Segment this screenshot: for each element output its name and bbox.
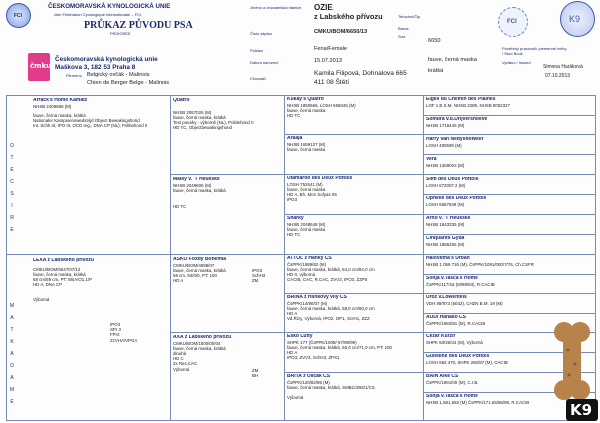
h7-name: BAIN Alke CS — [426, 374, 459, 379]
dog-name-line2: z Labského přívozu — [314, 12, 383, 21]
mother-line-7: FPr2 — [110, 332, 120, 338]
g2-name: Sombra v.d.Drijvershoeve — [426, 117, 488, 122]
color-label: Barva — [398, 26, 409, 31]
side-label-father-1: T — [10, 155, 14, 161]
g8-cell — [426, 236, 554, 253]
mfm-reg: ČsPPK/14/90/07 (M) — [287, 300, 328, 306]
address-line1: Českomoravská kynologická unie — [55, 56, 158, 63]
ff-line-1: Test povahy - výborně (NL), Politiehond II — [173, 120, 254, 125]
side-label-mother-6: A — [10, 375, 14, 381]
fm-line-0: fauve, černá maska, krátká — [173, 187, 226, 193]
breed-cz: Belgický ovčák - Malinois — [87, 72, 150, 78]
fmf-line-2: IPO3 — [287, 197, 298, 203]
birth-label: Datum narození — [250, 60, 279, 65]
ffm-reg: NHSB 1659127 (M) — [287, 141, 326, 147]
mff-cell — [287, 256, 421, 292]
mmf-cell — [287, 334, 421, 371]
mother-line-4: Výborná — [33, 297, 50, 303]
g2-cell — [426, 117, 554, 134]
ffm-name: Araaja — [287, 136, 303, 141]
mff-line-1: HD 0, výborná — [287, 272, 316, 277]
dog-name-line1: OZIE — [314, 3, 333, 12]
fmm-line-0: fauve, černá maska — [287, 226, 326, 232]
fmm-line-1: HD TC — [287, 232, 301, 237]
side-label-mother-3: K — [10, 339, 14, 345]
h4-name: AUDI Hanako CS — [426, 315, 467, 320]
fm-name: Maiky v. 'T Heukske — [173, 177, 220, 182]
coat-value: krátká — [428, 68, 444, 74]
fmf-line-0: fauve, černá maska — [287, 186, 326, 192]
mm-line-4: Výborná — [173, 366, 190, 372]
side-label-father-3: C — [10, 179, 14, 185]
mff-line-0: fauve, černá maska, krátká, 64,0 cm/84,0 cm — [287, 266, 375, 272]
mother-line-5: IPO3 — [110, 322, 121, 327]
g1-cell — [426, 97, 554, 115]
mm-line-2: HD C — [173, 356, 184, 362]
g6-name: Ophelie des Deux Pottois — [426, 196, 487, 201]
mmm-cell — [287, 374, 421, 419]
g6-reg: LOSH 6557848 (M) — [426, 201, 465, 207]
cmku-logo-icon: čmku — [28, 53, 50, 81]
g7-cell — [426, 216, 554, 233]
tattoo-value: 6650 — [428, 38, 441, 44]
g3-name: Harry van Nedyshofwolf — [426, 137, 484, 142]
fci-badge-icon: FCI — [498, 7, 528, 37]
doc-subtitle: PEDIGREE — [110, 31, 131, 36]
fff-cell — [287, 97, 421, 133]
fff-line-0: fauve, černá maska — [287, 107, 326, 113]
mm-line-3: 2x Res.CAC — [173, 361, 198, 367]
mm-line-6: BH — [252, 373, 259, 379]
fff-name: Kukay's Quatro — [287, 97, 324, 102]
h2-reg: ČsPPK/117/16 (M/89/93), R.CACIB — [426, 281, 495, 287]
sex-value: Fena/Female — [314, 46, 347, 52]
h6-name: Guiebine des Deux Pottois — [426, 354, 490, 359]
fmf-reg: LOSH 752641 (M) — [287, 181, 323, 187]
breeder-line1: Kamila Filipová, Dohnalova 665 — [314, 70, 407, 77]
g8-name: Cinquants Gyba — [426, 236, 465, 241]
tattoo-label: Tetování/Čip — [398, 14, 421, 19]
issue-date-label: Vydáno / Issued — [502, 60, 531, 65]
side-label-father-7: E — [10, 227, 14, 233]
side-label-mother-0: M — [9, 303, 15, 309]
mmm-line-0: fauve, černá maska, krátká, SMB1/3/65/1/CS — [287, 384, 375, 390]
h5-reg: SHPK 60/36/34 (M), Výborná — [426, 339, 483, 345]
breeder-line2: 411 08 Štětí — [314, 79, 350, 86]
mf-line-2: HD A — [173, 278, 184, 284]
fmf-line-1: HD A, Bh, Mon Sofyas 05 — [287, 192, 337, 197]
h1-reg: NHSB 1 059 726 (M), ČsPPK/1091/000/7/76, Ch.CSFR — [426, 261, 534, 267]
mother-line-0: fauve, černá maska, krátká — [33, 271, 86, 277]
h5-cell — [426, 334, 554, 351]
side-label-mother-2: T — [10, 327, 14, 333]
mff-line-2: CACIB, CAC, R.CAC, ZVV3, IPO3, ZZP5 — [287, 277, 368, 283]
mother-titles — [110, 322, 165, 352]
doc-title: PRŮKAZ PŮVODU PSA — [84, 20, 193, 31]
org-line1: ČESKOMORAVSKÁ KYNOLOGICKÁ UNIE — [48, 3, 171, 10]
ff-line-0: fauve, černá maska, krátká — [173, 114, 226, 120]
g4-cell — [426, 157, 554, 174]
fm-line-1 — [173, 193, 283, 198]
side-label-mother-7: M — [9, 387, 15, 393]
mm-titles — [252, 368, 282, 382]
side-label-father-2: E — [10, 167, 14, 173]
reg-number: CMKU/BOM/6650/13 — [314, 29, 368, 35]
h6-reg: LOSH 683 470, SHPK 250/87 (M), CACIB — [426, 359, 508, 365]
h3-cell — [426, 295, 554, 312]
g4-name: Vera — [426, 157, 437, 162]
mmf-line-1: HD A — [287, 350, 298, 355]
coat-label: Srst — [398, 34, 406, 39]
mff-reg: ČsPPK/1989/82 (M) — [287, 261, 327, 267]
stamp-icon: K9 — [560, 1, 595, 37]
side-label-father-0: O — [10, 143, 14, 149]
father-line-0: fauve, černá maska, krátká — [33, 112, 86, 118]
issuer-name: Simona Haráková — [543, 64, 583, 70]
ff-name: Quatro — [173, 98, 190, 103]
ffm-line-0: fauve, černá maska — [287, 146, 326, 152]
h2-name: Sonja v.Tasca's Home — [426, 276, 478, 281]
reg-label: Číslo zápisu — [250, 31, 272, 36]
dog-bone-logo-icon — [552, 320, 592, 402]
mf-reg: CMKU/BOM/4998/07 — [173, 262, 215, 268]
h6-cell — [426, 354, 554, 371]
g2-reg: NHSB 1716445 (M) — [426, 122, 465, 128]
mm-line-0: fauve, černá maska, krátká — [173, 345, 226, 351]
issuer-label: Pověřený pracovník plemenné knihy / Stud Book — [502, 46, 567, 56]
father-line-2: Int. Schh.III, IPO III, OCD reg., DNA CP (NL), Politiehond II — [33, 123, 148, 129]
ff-reg: NHSB 2057025 (M) — [173, 109, 212, 115]
mother-name: LEXA z Labského přívozu — [33, 258, 94, 263]
father-reg: NHSB 2409696 (M) — [33, 103, 72, 109]
g5-cell — [426, 177, 554, 194]
father-cell — [33, 98, 168, 248]
fci-logo-icon: FCI — [6, 3, 31, 28]
mfm-line-2: Vd.Řízy, Výborná, IPO2, OP1, ScrH1, ZZZ — [287, 316, 370, 322]
h2-cell — [426, 276, 554, 293]
mmm-reg: ČsPPK/120/82/96 (M) — [287, 379, 330, 385]
mmf-name: Esko Lufty — [287, 334, 313, 339]
side-label-mother-5: D — [10, 363, 14, 369]
side-label-mother-1: A — [10, 315, 14, 321]
mfm-line-1: HD A — [287, 311, 298, 316]
h1-cell — [426, 256, 554, 273]
g1-name: Elges du Chemin des Plaines — [426, 97, 496, 102]
mmm-name: BRITA z Uličák CS — [287, 374, 331, 379]
g7-reg: NHSB 1843335 (M) — [426, 221, 465, 227]
h3-name: Uroz v.Lowenfels — [426, 295, 467, 300]
mm-reg: CMKU/BOM/1500/00/04 — [173, 340, 221, 346]
birth-value: 15.07.2013 — [314, 58, 342, 64]
h8-cell — [426, 394, 554, 419]
mother-reg: CMKU/BOM/5547/07/12 — [33, 266, 81, 272]
breed-fr: Chien de Berger Belge - Malinois — [87, 80, 170, 86]
g1-reg: LOF 1 B.S.M. NHSB 2289, NHSB 8002327 — [426, 102, 510, 108]
color-value: fauve, černá maska — [428, 57, 477, 63]
ffm-cell — [287, 136, 421, 172]
h8-name: Sonja v.Tasca's Home — [426, 394, 478, 399]
fm-line-2: HD TC — [173, 204, 187, 210]
mff-name: ATTOL z Hanky CS — [287, 256, 332, 261]
h8-reg: NHSB 1,581,583 (M) ČsPPK/171,65/86/89, R.CACIB — [426, 399, 530, 405]
side-label-mother-8: E — [10, 399, 14, 405]
mf-line-0: fauve, černá maska, krátká — [173, 267, 226, 273]
mmf-reg: SHPK 177 (ČsPPK/1009/-97/99/99) — [287, 339, 357, 345]
fm-cell — [173, 177, 283, 251]
g4-reg: NHSB 1369003 (M) — [426, 162, 465, 168]
issue-date: 07.10.2013 — [545, 73, 571, 79]
mm-line-5: ZM — [252, 368, 259, 373]
name-label: Jméno a chovatelská stanice — [250, 5, 302, 10]
fff-reg: NHSB 1850566, LOSH 655046 (M) — [287, 102, 356, 108]
fmf-name: Utamaroo des Deux Pottois — [287, 176, 353, 181]
k9-logo-icon: K9 — [566, 399, 598, 421]
org-line2: člen Fédération Cynologique Internationale – FCI — [54, 12, 142, 17]
h5-name: Cezar Kurzir — [426, 334, 456, 339]
mf-line-1: 59 cm, 84/0/0, PT: 100 — [173, 273, 217, 278]
ff-line-2: HD TC, Objectbewakingshond — [173, 125, 232, 131]
g3-reg: LOSH 480599 (M) — [426, 142, 462, 148]
mf-titles — [252, 268, 282, 292]
mfm-name: BRINA z Hlinkovy vily CS — [287, 295, 347, 300]
fm-reg: NHSB 2049606 (M) — [173, 182, 212, 188]
h4-reg: ČsPPK/1992/81 (M), R.CACIB — [426, 320, 486, 326]
side-label-father-4: S — [10, 191, 14, 197]
h3-reg: VDH 89/973 (6042), CHZN B.M. 19 (M) — [426, 300, 503, 306]
mfm-cell — [287, 295, 421, 331]
mother-line-1: 58 cm/59 cm, PT: 86/A/O1,1/P — [33, 277, 93, 282]
side-label-father-5: I — [11, 203, 13, 209]
mfm-line-0: fauve, černá maska, krátká, 58,0 cm/60,0 cm — [287, 305, 375, 311]
g7-name: Arno v. 'T Heukske — [426, 216, 471, 221]
g3-cell — [426, 137, 554, 154]
fmm-name: Sharky — [287, 216, 304, 221]
plemeno-label: Plemeno — [66, 73, 82, 78]
g6-cell — [426, 196, 554, 213]
sex-label: Pohlaví — [250, 48, 264, 53]
father-line-1: Nationaler Kampioenswedstrijd Object Bewakingshond — [33, 118, 140, 123]
mf-line-5: ZM — [252, 278, 259, 284]
mmm-line-2: Výborná — [287, 395, 304, 401]
mmf-line-2: IPO3, ZVV3, SchH3, ZPS1 — [287, 355, 340, 361]
fmm-reg: NHSB 2048648 (M) — [287, 221, 326, 227]
address-line2: Maškova 3, 182 53 Praha 8 — [55, 64, 136, 71]
breeder-label: Chovatel — [250, 76, 266, 81]
g8-reg: NHSB 1865265 (M) — [426, 241, 465, 247]
father-name: Arrack's Home Kamatz — [33, 98, 88, 103]
mmf-line-0: fauve, černá maska, krátká, 65,0 cm/71,0 cm, PT: 100 — [287, 344, 392, 350]
ff-cell — [173, 98, 283, 172]
mf-line-4: SchH3 — [252, 273, 266, 279]
mother-line-8: ZzVHA/VPGA — [110, 337, 138, 343]
mf-name: ASKO Foxdy Bohemia — [173, 257, 227, 262]
fmf-cell — [287, 176, 421, 213]
side-label-mother-4: A — [10, 351, 14, 357]
mother-line-6: SPr 3 — [110, 327, 121, 333]
h7-reg: ČsPPK/1991/00 (M), C.I.B. — [426, 379, 479, 385]
mf-line-3: IPO3 — [252, 268, 263, 273]
mother-line-2: HD A, DNA CP — [33, 282, 63, 288]
fmm-cell — [287, 216, 421, 253]
g5-reg: LOSH 672007 2 (M) — [426, 182, 466, 188]
h1-name: Halovetha's Urban — [426, 256, 470, 261]
g5-name: Slim des Deux Pottois — [426, 177, 479, 182]
fff-line-1: HD TC — [287, 113, 301, 118]
mm-name: AXA z Labského přívozu — [173, 335, 232, 340]
side-label-father-6: R — [10, 215, 14, 221]
h4-cell — [426, 315, 554, 332]
mm-line-1: dlouhá — [173, 351, 187, 356]
h7-cell — [426, 374, 554, 391]
